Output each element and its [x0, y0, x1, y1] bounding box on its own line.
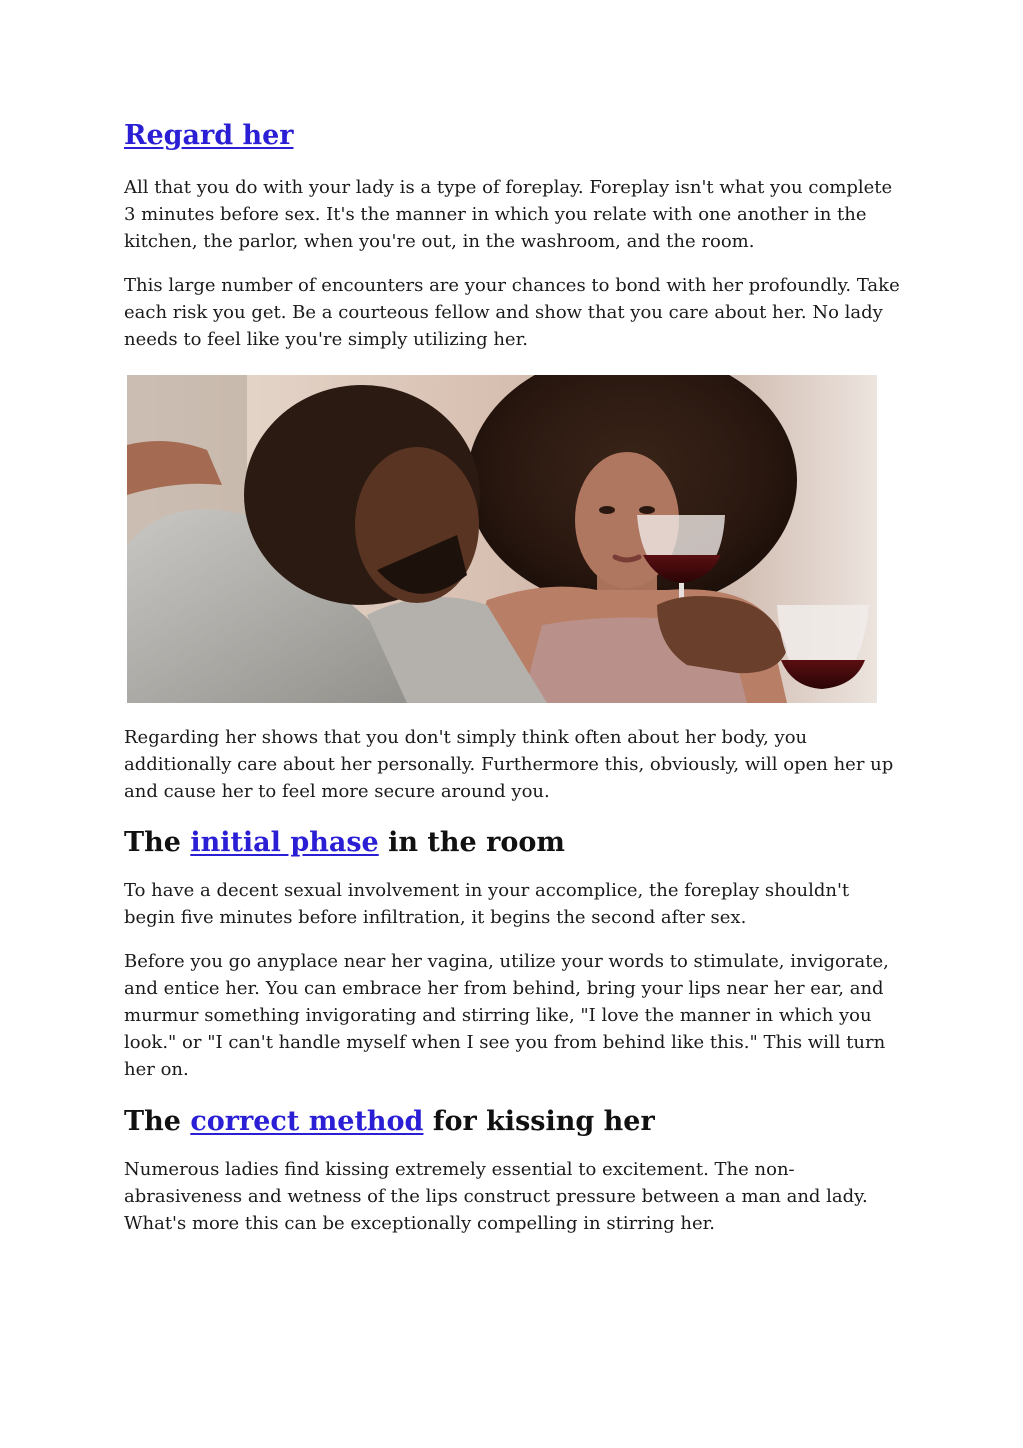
- couple-photo-illustration: [127, 375, 877, 703]
- paragraph-regarding-her: Regarding her shows that you don't simply think often about her body, you additionally care about her personally. Furthermore this, obviously, will open her up and cause her to feel more secure around you.: [124, 727, 894, 802]
- paragraph-decent-involvement: To have a decent sexual involvement in your accomplice, the foreplay shouldn't begin five minutes before infiltration, it begins the second after sex.: [124, 880, 850, 928]
- paragraph-foreplay: All that you do with your lady is a type of foreplay. Foreplay isn't what you complete 3 minutes before sex. It's the manner in which you relate with one another in the kitchen, the parlor, when you're out, in the washroom, and the room.: [124, 177, 893, 252]
- heading-regard-her: [124, 118, 904, 154]
- initial-phase-link[interactable]: initial phase: [190, 827, 379, 858]
- heading-initial-pre: The: [124, 827, 191, 858]
- correct-method-link[interactable]: correct method: [190, 1106, 424, 1137]
- couple-photo: [127, 375, 877, 703]
- regard-her-link[interactable]: Regard her: [124, 120, 294, 151]
- heading-correct-pre: The: [124, 1106, 191, 1137]
- heading-correct-method: [124, 1104, 904, 1140]
- heading-initial-phase: [124, 825, 904, 861]
- paragraph-kissing: Numerous ladies find kissing extremely essential to excitement. The non-abrasiveness and wetness of the lips construct pressure between a man and lady. What's more this can be exceptionally compelling in stirring her.: [124, 1159, 868, 1234]
- heading-initial-post: in the room: [378, 827, 565, 858]
- paragraph-before-you-go: Before you go anyplace near her vagina, utilize your words to stimulate, invigorate, and entice her. You can embrace her from behind, bring your lips near her ear, and murmur something invigorating and stirring like, "I love the manner in which you look." or "I can't handle myself when I see you from behind like this." This will turn her on.: [124, 951, 889, 1080]
- paragraph-encounters: This large number of encounters are your chances to bond with her profoundly. Take each risk you get. Be a courteous fellow and show that you care about her. No lady needs to feel like you're simply utilizing her.: [124, 275, 900, 350]
- heading-correct-post: for kissing her: [423, 1106, 655, 1137]
- document-page: [124, 118, 904, 1237]
